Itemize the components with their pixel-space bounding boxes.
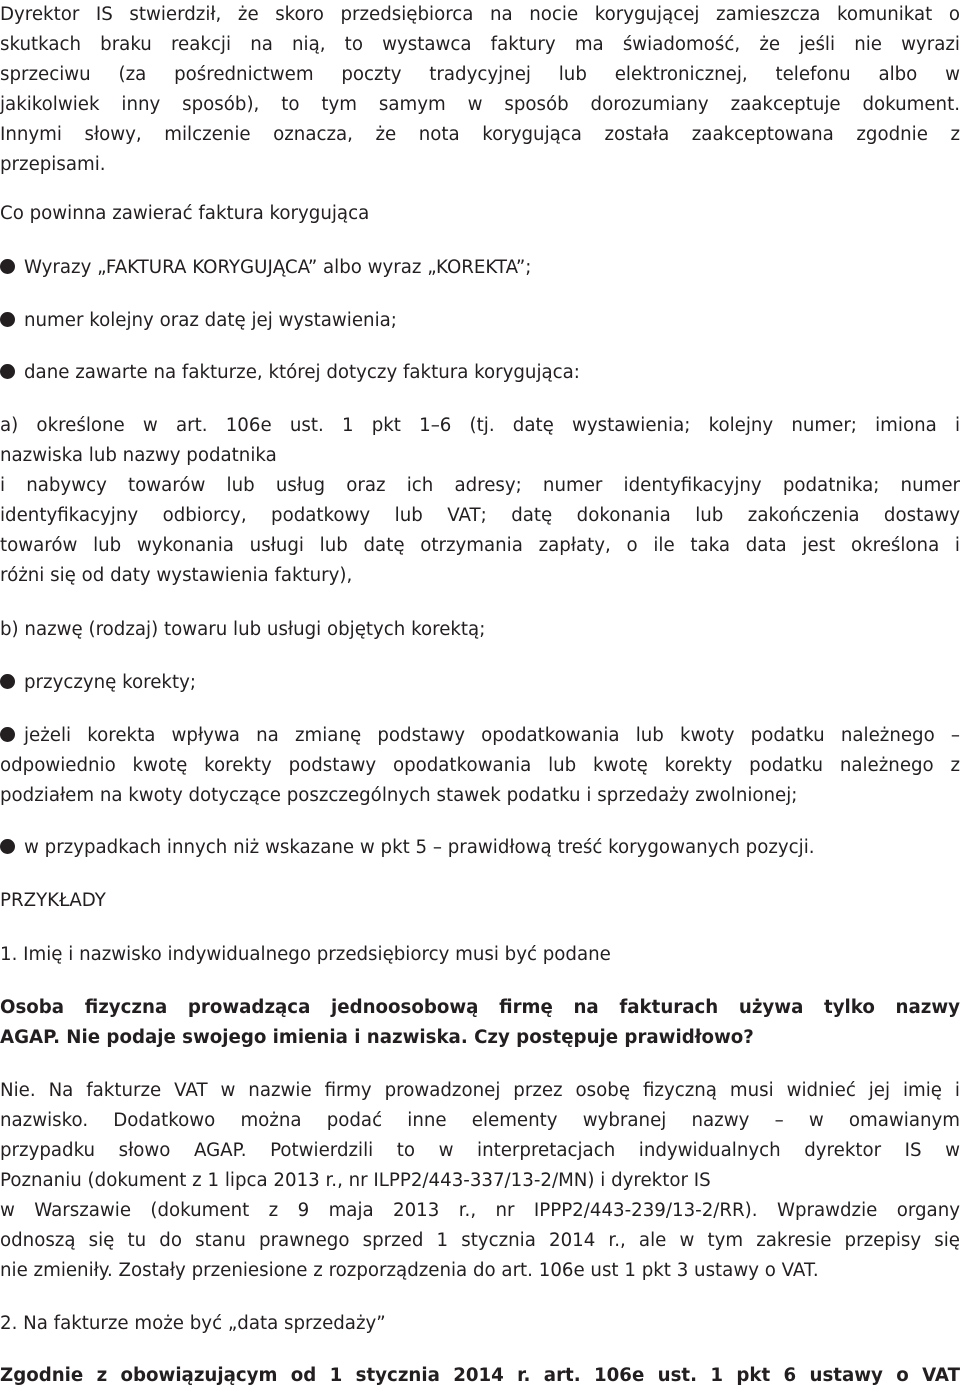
list-item-line: podziałem na kwoty dotyczące poszczególnych stawek podatku i sprzedaży zwolnionej; [0,785,798,806]
example-1-question [0,993,960,1053]
intro-paragraph [0,0,960,180]
answer-line: Nie. Na fakturze VAT w nazwie firmy prowadzonej przez osobę fizyczną musi widnieć jej imię i [0,1080,960,1101]
intro-line: Innymi słowy, milczenie oznacza, że nota korygująca została zaakceptowana zgodnie z [0,124,960,145]
answer-line: przypadku słowo AGAP. Potwierdzili to w interpretacjach indywidualnych dyrektor IS w [0,1140,960,1161]
bullet-icon [0,727,15,742]
list-item-line [0,721,960,751]
bullet-icon [0,312,15,327]
examples-heading: PRZYKŁADY [0,890,106,911]
question-line: Osoba fizyczna prowadząca jednoosobową firmę na fakturach używa tylko nazwy [0,997,960,1018]
bullet-icon [0,674,15,689]
list-item-line: odpowiednio kwotę korekty podstawy opodatkowania lub kwotę korekty podatku należnego z [0,755,960,776]
item-a-line: i nabywcy towarów lub usług oraz ich adresy; numer identyfikacyjny podatnika; numer [0,475,960,496]
bullet-icon [0,259,15,274]
example-2-bold-line [0,1361,960,1391]
intro-line: przepisami. [0,154,106,175]
question-line: AGAP. Nie podaje swojego imienia i nazwiska. Czy postępuje prawidłowo? [0,1027,754,1048]
section-heading: Co powinna zawierać faktura korygująca [0,203,370,224]
item-a-paragraph [0,411,960,591]
intro-line: sprzeciwu (za pośrednictwem poczty tradycyjnej lub elektronicznej, telefonu albo w [0,64,960,85]
list-item [0,253,531,283]
list-item [0,358,580,388]
list-item-text: przyczynę korekty; [24,672,196,693]
list-item-text: Wyrazy „FAKTURA KORYGUJĄCA” albo wyraz „KOREKTA”; [24,257,532,278]
answer-line: w Warszawie (dokument z 9 maja 2013 r., nr IPPP2/443-239/13-2/RR). Wprawdzie organy [0,1200,960,1221]
example-1-answer [0,1076,960,1286]
item-a-line: różni się od daty wystawienia faktury), [0,565,353,586]
bold-line: Zgodnie z obowiązującym od 1 stycznia 2014 r. art. 106e ust. 1 pkt 6 ustawy o VAT [0,1365,960,1386]
list-item-text: jeżeli korekta wpływa na zmianę podstawy opodatkowania lub kwoty podatku należnego – [24,725,960,746]
answer-line: odnoszą się tu do stanu prawnego sprzed 1 stycznia 2014 r., ale w tym zakresie przepisy się [0,1230,960,1251]
answer-line: nazwisko. Dodatkowo można podać inne elementy wybranej nazwy – w omawianym [0,1110,960,1131]
list-item [0,721,960,811]
list-item [0,306,397,336]
list-item-text: dane zawarte na fakturze, której dotyczy faktura korygująca: [24,362,580,383]
list-item-text: w przypadkach innych niż wskazane w pkt 5 – prawidłową treść korygowanych pozycji. [24,837,815,858]
example-1-title: 1. Imię i nazwisko indywidualnego przedsiębiorcy musi być podane [0,944,611,965]
bullet-icon [0,839,15,854]
item-a-line: towarów lub wykonania usługi lub datę otrzymania zapłaty, o ile taka data jest określona i [0,535,960,556]
list-item-text: numer kolejny oraz datę jej wystawienia; [24,310,397,331]
list-item [0,833,815,863]
item-a-line: a) określone w art. 106e ust. 1 pkt 1–6 (tj. datę wystawienia; kolejny numer; imiona i [0,415,960,436]
example-2-title: 2. Na fakturze może być „data sprzedaży” [0,1313,386,1334]
intro-line: skutkach braku reakcji na nią, to wystawca faktury ma świadomość, że jeśli nie wyrazi [0,34,960,55]
bullet-icon [0,364,15,379]
list-item [0,668,196,698]
answer-line: nie zmieniły. Zostały przeniesione z rozporządzenia do art. 106e ust 1 pkt 3 ustawy o VAT. [0,1260,819,1281]
item-a-line: nazwiska lub nazwy podatnika [0,445,277,466]
item-a-line: identyfikacyjny odbiorcy, podatkowy lub VAT; datę dokonania lub zakończenia dostawy [0,505,960,526]
answer-line: Poznaniu (dokument z 1 lipca 2013 r., nr ILPP2/443-337/13-2/MN) i dyrektor IS [0,1170,711,1191]
intro-line: Dyrektor IS stwierdził, że skoro przedsiębiorca na nocie korygującej zamieszcza komunikat o [0,4,960,25]
item-b: b) nazwę (rodzaj) towaru lub usługi objętych korektą; [0,619,486,640]
intro-line: jakikolwiek inny sposób), to tym samym w sposób dorozumiany zaakceptuje dokument. [0,94,960,115]
